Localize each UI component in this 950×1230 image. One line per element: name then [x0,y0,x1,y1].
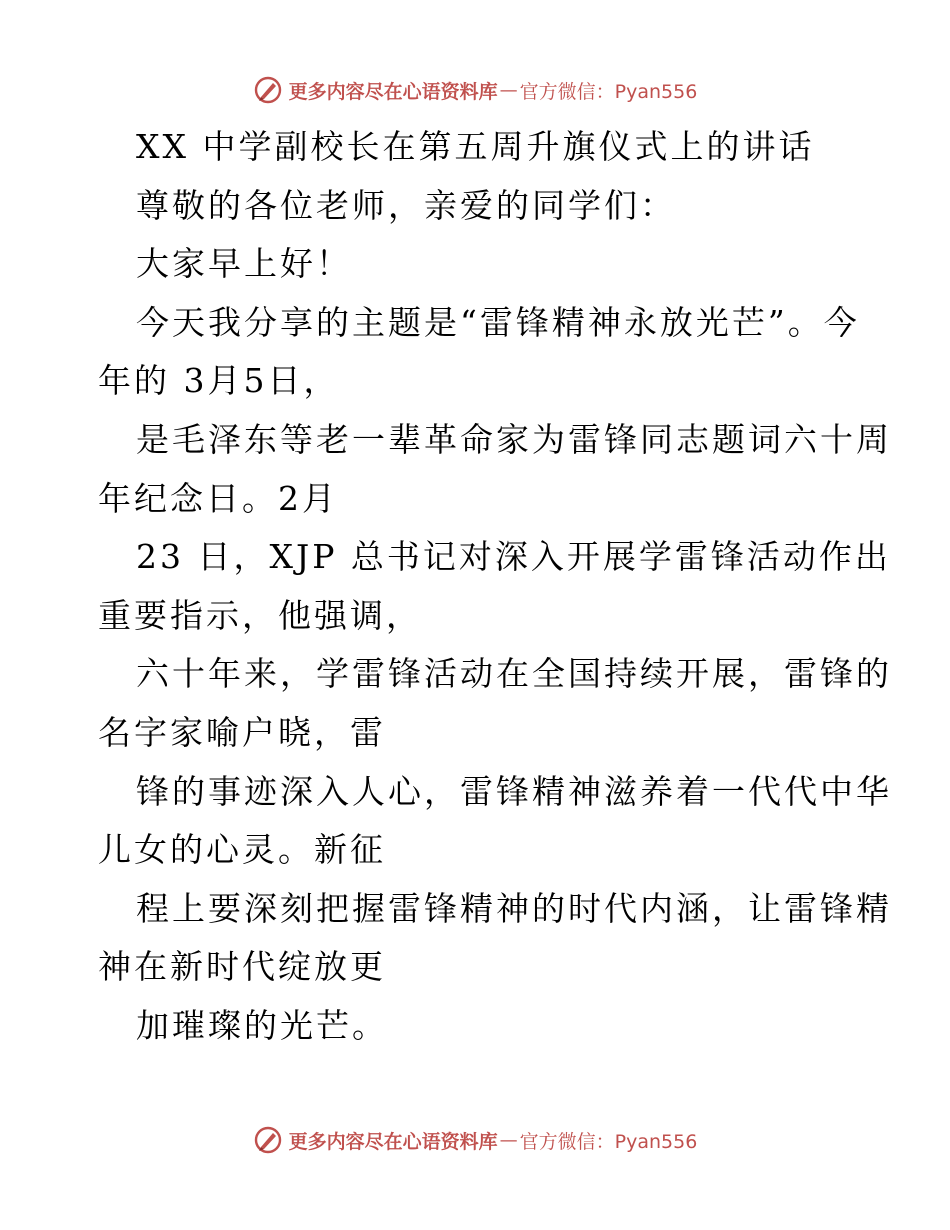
banner-wechat-text: 官方微信：Pyan556 [519,80,698,103]
text-line: 23 日，XJP 总书记对深入开展学雷锋活动作出 [136,537,891,577]
header-watermark-banner [0,70,950,110]
text-line: 儿女的心灵。新征 [98,830,386,870]
text-line: XX 中学副校长在第五周升旗仪式上的讲话 [136,127,815,166]
text-line: 大家早上好！ [136,244,352,284]
text-line: 六十年来，学雷锋活动在全国持续开展，雷锋的 [136,654,892,694]
text-line: 今天我分享的主题是“雷锋精神永放光芒”。今 [136,302,860,342]
document-body [98,118,892,1056]
banner-dash: — [499,1129,518,1151]
banner-dash: — [499,79,518,101]
banner-wechat-text: 官方微信：Pyan556 [519,1130,698,1153]
text-line: 名字家喻户晓，雷 [98,712,386,752]
text-line: 重要指示，他强调， [98,595,422,635]
text-line: 神在新时代绽放更 [98,947,386,987]
banner-text-cn: 更多内容尽在心语资料库 [288,80,498,103]
text-line: 年纪念日。2月 [98,478,338,518]
text-line: 锋的事迹深入人心，雷锋精神滋养着一代代中华 [136,771,892,811]
footer-watermark-banner [0,1120,950,1160]
text-line: 程上要深刻把握雷锋精神的时代内涵，让雷锋精 [136,888,892,928]
text-line: 是毛泽东等老一辈革命家为雷锋同志题词六十周 [136,419,892,459]
text-line: 加璀璨的光芒。 [136,1005,388,1045]
pen-logo-icon [253,1125,283,1155]
banner-text-cn: 更多内容尽在心语资料库 [288,1130,498,1153]
text-line: 尊敬的各位老师，亲爱的同学们： [136,185,676,225]
text-line: 年的 3月5日， [98,361,340,401]
pen-logo-icon [253,75,283,105]
